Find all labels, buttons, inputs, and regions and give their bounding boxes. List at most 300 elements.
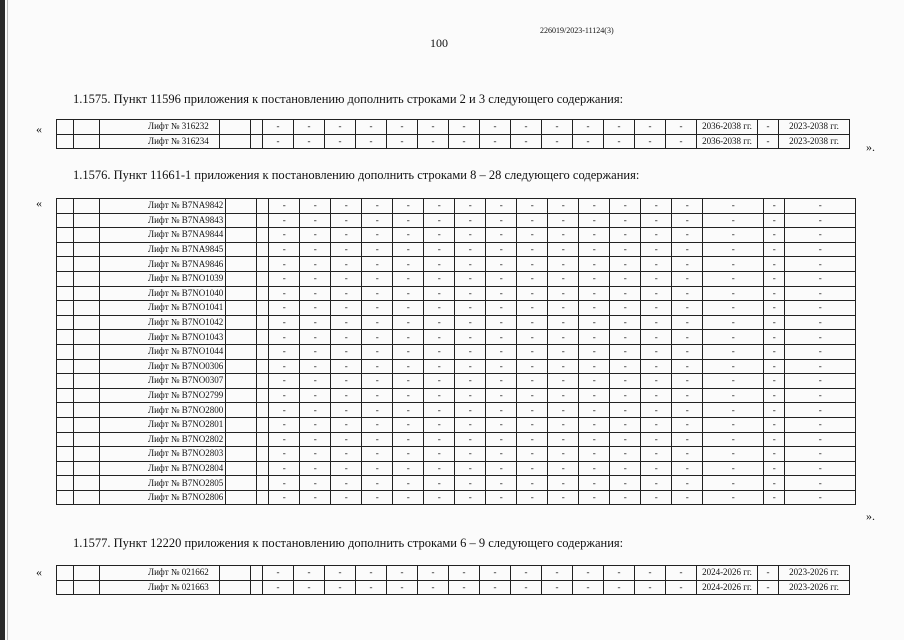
dash-cell: - (393, 344, 424, 359)
range-cell: - (785, 447, 856, 462)
dash-cell: - (331, 271, 362, 286)
dash-cell: - (579, 199, 610, 214)
dash-cell: - (486, 476, 517, 491)
table-row (57, 403, 856, 418)
dash-cell: - (263, 566, 294, 581)
dash-cell: - (517, 447, 548, 462)
dash-cell: - (362, 301, 393, 316)
empty-cell (74, 271, 100, 286)
dash-cell: - (579, 359, 610, 374)
dash-cell: - (641, 388, 672, 403)
empty-cell (257, 301, 269, 316)
dash-cell: - (418, 566, 449, 581)
dash-cell: - (424, 374, 455, 389)
dash-cell: - (610, 417, 641, 432)
table-row (57, 432, 856, 447)
dash-cell: - (573, 566, 604, 581)
empty-cell (74, 447, 100, 462)
dash-cell: - (362, 344, 393, 359)
dash-cell: - (455, 330, 486, 345)
dash-cell: - (393, 271, 424, 286)
dash-cell: - (362, 374, 393, 389)
lift-name-cell: Лифт № B7NO0307 (100, 374, 226, 389)
lift-name-cell: Лифт № B7NO2804 (100, 461, 226, 476)
dash-cell: - (672, 315, 703, 330)
dash-cell: - (294, 566, 325, 581)
dash-mid-cell: - (758, 580, 779, 595)
dash-cell: - (300, 286, 331, 301)
dash-cell: - (486, 388, 517, 403)
dash-cell: - (387, 134, 418, 149)
range-cell: - (785, 242, 856, 257)
dash-cell: - (635, 134, 666, 149)
empty-cell (257, 228, 269, 243)
dash-mid-cell: - (764, 417, 785, 432)
dash-cell: - (517, 432, 548, 447)
dash-cell: - (393, 374, 424, 389)
dash-cell: - (455, 432, 486, 447)
dash-cell: - (393, 461, 424, 476)
dash-cell: - (362, 330, 393, 345)
dash-cell: - (269, 388, 300, 403)
period-cell: - (703, 359, 764, 374)
dash-cell: - (362, 242, 393, 257)
dash-cell: - (269, 228, 300, 243)
dash-cell: - (393, 388, 424, 403)
dash-cell: - (548, 257, 579, 272)
empty-cell (57, 490, 74, 505)
dash-cell: - (486, 330, 517, 345)
dash-cell: - (300, 447, 331, 462)
empty-cell (226, 213, 257, 228)
dash-cell: - (548, 228, 579, 243)
dash-cell: - (486, 228, 517, 243)
dash-cell: - (362, 388, 393, 403)
dash-cell: - (548, 286, 579, 301)
dash-cell: - (517, 301, 548, 316)
dash-cell: - (517, 417, 548, 432)
dash-cell: - (641, 271, 672, 286)
dash-cell: - (300, 490, 331, 505)
dash-cell: - (548, 344, 579, 359)
table-row (57, 344, 856, 359)
empty-cell (257, 359, 269, 374)
dash-cell: - (486, 417, 517, 432)
lift-name-cell: Лифт № B7NO0306 (100, 359, 226, 374)
dash-cell: - (269, 286, 300, 301)
dash-cell: - (362, 315, 393, 330)
dash-cell: - (579, 271, 610, 286)
empty-cell (257, 242, 269, 257)
empty-cell (220, 134, 251, 149)
empty-cell (57, 388, 74, 403)
empty-cell (226, 271, 257, 286)
dash-mid-cell: - (764, 315, 785, 330)
dash-cell: - (486, 374, 517, 389)
dash-cell: - (269, 242, 300, 257)
dash-cell: - (455, 461, 486, 476)
empty-cell (74, 359, 100, 374)
dash-cell: - (393, 403, 424, 418)
empty-cell (74, 330, 100, 345)
dash-cell: - (641, 301, 672, 316)
dash-cell: - (331, 461, 362, 476)
dash-cell: - (362, 228, 393, 243)
dash-cell: - (269, 476, 300, 491)
table-row (57, 271, 856, 286)
dash-cell: - (418, 580, 449, 595)
empty-cell (74, 134, 100, 149)
period-cell: 2036-2038 гг. (697, 120, 758, 135)
range-cell: - (785, 359, 856, 374)
dash-cell: - (672, 330, 703, 345)
dash-cell: - (300, 432, 331, 447)
dash-mid-cell: - (764, 199, 785, 214)
table-row (57, 359, 856, 374)
dash-cell: - (393, 447, 424, 462)
dash-cell: - (393, 199, 424, 214)
dash-cell: - (455, 199, 486, 214)
dash-cell: - (517, 476, 548, 491)
dash-cell: - (548, 315, 579, 330)
empty-cell (251, 134, 263, 149)
empty-cell (74, 344, 100, 359)
period-cell: - (703, 242, 764, 257)
dash-cell: - (548, 199, 579, 214)
period-cell: - (703, 271, 764, 286)
dash-cell: - (641, 447, 672, 462)
empty-cell (257, 344, 269, 359)
table-row (57, 257, 856, 272)
dash-cell: - (641, 257, 672, 272)
dash-cell: - (672, 286, 703, 301)
dash-cell: - (517, 490, 548, 505)
dash-cell: - (331, 301, 362, 316)
dash-cell: - (362, 461, 393, 476)
dash-cell: - (387, 566, 418, 581)
dash-cell: - (424, 359, 455, 374)
dash-cell: - (331, 490, 362, 505)
section-1577-heading: 1.1577. Пункт 12220 приложения к постановлению дополнить строками 6 – 9 следующего содержания: (73, 536, 624, 550)
dash-cell: - (604, 120, 635, 135)
range-cell: - (785, 388, 856, 403)
dash-cell: - (362, 271, 393, 286)
dash-cell: - (480, 120, 511, 135)
dash-cell: - (300, 403, 331, 418)
range-cell: - (785, 199, 856, 214)
dash-cell: - (449, 134, 480, 149)
dash-cell: - (548, 271, 579, 286)
empty-cell (257, 374, 269, 389)
table-row (57, 374, 856, 389)
dash-cell: - (480, 580, 511, 595)
range-cell: - (785, 330, 856, 345)
empty-cell (257, 330, 269, 345)
dash-cell: - (331, 286, 362, 301)
dash-cell: - (672, 403, 703, 418)
dash-cell: - (300, 213, 331, 228)
dash-cell: - (548, 490, 579, 505)
empty-cell (74, 374, 100, 389)
dash-cell: - (548, 213, 579, 228)
dash-cell: - (424, 417, 455, 432)
dash-cell: - (387, 120, 418, 135)
dash-cell: - (331, 359, 362, 374)
dash-mid-cell: - (764, 403, 785, 418)
dash-cell: - (300, 344, 331, 359)
dash-cell: - (573, 580, 604, 595)
period-cell: - (703, 213, 764, 228)
empty-cell (226, 344, 257, 359)
dash-cell: - (610, 461, 641, 476)
dash-cell: - (486, 257, 517, 272)
dash-cell: - (486, 490, 517, 505)
dash-cell: - (300, 374, 331, 389)
dash-cell: - (356, 566, 387, 581)
lift-name-cell: Лифт № B7NA9844 (100, 228, 226, 243)
dash-cell: - (455, 286, 486, 301)
dash-mid-cell: - (764, 242, 785, 257)
table-row (57, 461, 856, 476)
dash-cell: - (331, 257, 362, 272)
period-cell: 2024-2026 гг. (697, 580, 758, 595)
dash-cell: - (672, 476, 703, 491)
dash-cell: - (610, 344, 641, 359)
dash-cell: - (362, 490, 393, 505)
empty-cell (57, 120, 74, 135)
dash-cell: - (610, 388, 641, 403)
dash-cell: - (672, 257, 703, 272)
lift-name-cell: Лифт № B7NO2802 (100, 432, 226, 447)
dash-cell: - (486, 359, 517, 374)
empty-cell (257, 461, 269, 476)
empty-cell (57, 242, 74, 257)
dash-cell: - (393, 359, 424, 374)
document-number: 226019/2023-11124(3) (540, 26, 614, 35)
dash-cell: - (300, 476, 331, 491)
dash-cell: - (393, 315, 424, 330)
dash-cell: - (672, 417, 703, 432)
dash-cell: - (424, 461, 455, 476)
empty-cell (226, 490, 257, 505)
dash-cell: - (300, 388, 331, 403)
period-cell: - (703, 315, 764, 330)
table-row (57, 490, 856, 505)
dash-cell: - (610, 432, 641, 447)
dash-cell: - (393, 257, 424, 272)
dash-cell: - (356, 580, 387, 595)
empty-cell (226, 374, 257, 389)
dash-cell: - (424, 388, 455, 403)
section-1576-heading: 1.1576. Пункт 11661-1 приложения к постановлению дополнить строками 8 – 28 следующего содержания: (73, 168, 640, 182)
dash-cell: - (455, 403, 486, 418)
dash-cell: - (641, 432, 672, 447)
dash-cell: - (641, 403, 672, 418)
dash-cell: - (362, 403, 393, 418)
dash-cell: - (610, 301, 641, 316)
dash-cell: - (486, 199, 517, 214)
lift-name-cell: Лифт № B7NO1041 (100, 301, 226, 316)
dash-cell: - (424, 301, 455, 316)
dash-cell: - (325, 120, 356, 135)
dash-cell: - (672, 242, 703, 257)
dash-cell: - (641, 359, 672, 374)
empty-cell (257, 432, 269, 447)
dash-cell: - (641, 242, 672, 257)
empty-cell (251, 120, 263, 135)
dash-cell: - (579, 228, 610, 243)
dash-cell: - (269, 301, 300, 316)
dash-cell: - (672, 447, 703, 462)
empty-cell (74, 120, 100, 135)
empty-cell (57, 417, 74, 432)
open-quote-1577: « (36, 565, 42, 579)
dash-cell: - (579, 432, 610, 447)
range-cell: - (785, 301, 856, 316)
dash-cell: - (486, 242, 517, 257)
dash-cell: - (356, 120, 387, 135)
range-cell: - (785, 257, 856, 272)
dash-cell: - (424, 315, 455, 330)
lift-name-cell: Лифт № 021663 (100, 580, 220, 595)
dash-cell: - (573, 120, 604, 135)
table-row (57, 301, 856, 316)
empty-cell (74, 566, 100, 581)
table-row (57, 286, 856, 301)
table-row (57, 213, 856, 228)
dash-cell: - (269, 447, 300, 462)
empty-cell (57, 580, 74, 595)
dash-cell: - (424, 242, 455, 257)
empty-cell (220, 566, 251, 581)
dash-cell: - (418, 120, 449, 135)
dash-cell: - (325, 134, 356, 149)
lift-name-cell: Лифт № B7NO2800 (100, 403, 226, 418)
dash-cell: - (672, 461, 703, 476)
dash-cell: - (548, 301, 579, 316)
lift-name-cell: Лифт № B7NO1043 (100, 330, 226, 345)
dash-cell: - (393, 330, 424, 345)
dash-cell: - (579, 403, 610, 418)
lift-name-cell: Лифт № B7NO2801 (100, 417, 226, 432)
dash-cell: - (517, 271, 548, 286)
empty-cell (57, 432, 74, 447)
dash-cell: - (455, 490, 486, 505)
lift-name-cell: Лифт № B7NA9842 (100, 199, 226, 214)
lift-name-cell: Лифт № B7NO2803 (100, 447, 226, 462)
empty-cell (74, 417, 100, 432)
dash-cell: - (517, 286, 548, 301)
period-cell: - (703, 374, 764, 389)
table-row (57, 315, 856, 330)
dash-cell: - (517, 315, 548, 330)
dash-cell: - (542, 134, 573, 149)
dash-cell: - (666, 120, 697, 135)
empty-cell (74, 476, 100, 491)
dash-cell: - (548, 432, 579, 447)
table-row (57, 417, 856, 432)
period-cell: - (703, 344, 764, 359)
empty-cell (74, 286, 100, 301)
dash-cell: - (424, 403, 455, 418)
dash-cell: - (579, 257, 610, 272)
dash-cell: - (548, 476, 579, 491)
dash-cell: - (480, 566, 511, 581)
dash-cell: - (610, 286, 641, 301)
empty-cell (74, 213, 100, 228)
dash-cell: - (579, 447, 610, 462)
dash-cell: - (424, 476, 455, 491)
table-1577 (56, 565, 850, 595)
dash-cell: - (393, 476, 424, 491)
dash-cell: - (579, 330, 610, 345)
dash-mid-cell: - (764, 461, 785, 476)
dash-cell: - (517, 388, 548, 403)
dash-cell: - (263, 134, 294, 149)
empty-cell (74, 490, 100, 505)
dash-cell: - (610, 490, 641, 505)
period-cell: - (703, 199, 764, 214)
dash-cell: - (548, 447, 579, 462)
table-row (57, 134, 850, 149)
dash-cell: - (424, 199, 455, 214)
dash-cell: - (269, 271, 300, 286)
empty-cell (257, 447, 269, 462)
lift-name-cell: Лифт № B7NO2799 (100, 388, 226, 403)
dash-cell: - (325, 580, 356, 595)
empty-cell (257, 490, 269, 505)
empty-cell (57, 359, 74, 374)
lift-name-cell: Лифт № B7NO2805 (100, 476, 226, 491)
table-row (57, 242, 856, 257)
lift-name-cell: Лифт № B7NO1042 (100, 315, 226, 330)
dash-cell: - (579, 213, 610, 228)
dash-cell: - (579, 315, 610, 330)
dash-cell: - (331, 315, 362, 330)
lift-name-cell: Лифт № 316234 (100, 134, 220, 149)
dash-cell: - (393, 490, 424, 505)
dash-cell: - (455, 257, 486, 272)
dash-cell: - (362, 432, 393, 447)
empty-cell (74, 315, 100, 330)
dash-cell: - (579, 374, 610, 389)
dash-cell: - (455, 359, 486, 374)
dash-cell: - (331, 417, 362, 432)
empty-cell (226, 388, 257, 403)
section-1575-heading: 1.1575. Пункт 11596 приложения к постановлению дополнить строками 2 и 3 следующего содержания: (73, 92, 624, 106)
dash-cell: - (331, 476, 362, 491)
page-edge-line (7, 0, 8, 640)
empty-cell (226, 461, 257, 476)
empty-cell (74, 301, 100, 316)
lift-name-cell: Лифт № B7NO1044 (100, 344, 226, 359)
dash-cell: - (641, 228, 672, 243)
period-cell: - (703, 330, 764, 345)
dash-cell: - (269, 490, 300, 505)
dash-cell: - (325, 566, 356, 581)
dash-cell: - (300, 242, 331, 257)
close-quote-1576: ». (866, 509, 875, 523)
dash-cell: - (548, 374, 579, 389)
dash-cell: - (610, 403, 641, 418)
empty-cell (57, 315, 74, 330)
empty-cell (220, 120, 251, 135)
dash-cell: - (604, 134, 635, 149)
dash-cell: - (300, 315, 331, 330)
empty-cell (257, 199, 269, 214)
empty-cell (57, 344, 74, 359)
range-cell: - (785, 344, 856, 359)
